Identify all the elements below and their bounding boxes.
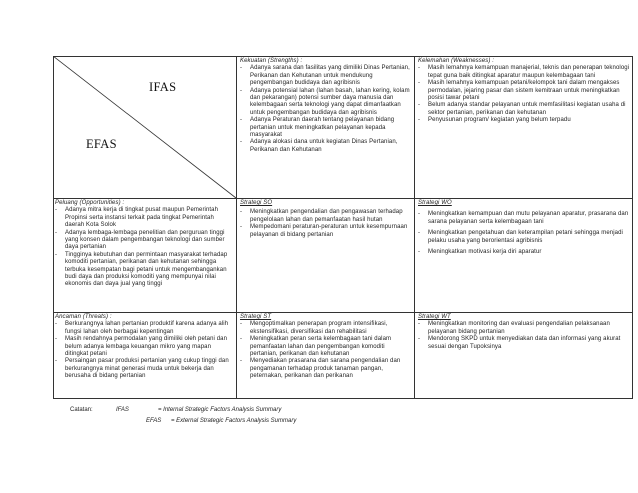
list-item: - Masih lemahnya kemampuan petani/kelompok tani dalam mengakses permodalan, jejaring pasar dan sistem kemitraan untuk meningkatkan posisi tawar petani [418,80,630,102]
list-item: - Meningkatkan pengetahuan dan keterampilan petani sehingga menjadi pelaku usaha yang berorientasi agribisnis [418,230,630,245]
list-item: - Meningkatkan kemampuan dan mutu pelayanan aparatur, prasarana dan sarana pelayanan serta kelembagaan tani [418,211,630,226]
threats-cell [55,314,234,381]
strategy-wo-cell [418,200,630,256]
opportunities-list [55,207,234,288]
list-item: - Meningkatkan peran serta kelembagaan tani dalam pemanfaatan lahan dan pengembangan komoditi pertanian, perikanan dan kehutanan [240,336,410,358]
strategy-wt-title: Strategi WT [418,314,451,320]
weaknesses-title: Kelemahan (Weaknesses) : [418,58,495,64]
opportunities-cell [55,200,234,289]
list-item: - Mengoptimalkan penerapan program intensifikasi, ekstensifikasi, diversifikasi dan rehabilitasi [240,321,410,336]
list-item: - Meningkatkan pengendalian dan pengawasan terhadap pengelolaan lahan dan pemanfaatan hasil hutan [240,209,410,224]
table-col-divider-2 [414,56,415,399]
list-item: - Mempedomani peraturan-peraturan untuk kesempurnaan pelayanan di bidang pertanian [240,224,410,239]
list-item: - Persaingan pasar produksi pertanian yang cukup tinggi dan berkurangnya minat generasi muda untuk bekerja dan berusaha di bidang pertanian [55,358,234,380]
weaknesses-list [418,65,630,124]
strategy-so-cell [240,200,410,239]
strategy-wt-list [418,321,630,351]
strategy-so-title: Strategi SO [240,200,273,206]
table-border-right [632,56,633,399]
corner-diagonal-line [53,56,237,199]
strategy-st-title: Strategi ST [240,314,272,320]
notes-ifas-key: IFAS [116,407,129,413]
list-item: - Tingginya kebutuhan dan permintaan masyarakat terhadap komoditi pertanian, perikanan dan kehutanan sehingga terbuka kesempatan bagi petani untuk mengembangankan budi daya dan produksi komoditi yang mempunyai nilai ekonomis dan daya jual yang tinggi [55,252,234,289]
list-item: - Mendorong SKPD untuk menyediakan data dan informasi yang akurat sesuai dengan Tupoksinya [418,336,630,351]
list-item: - Adanya sarana dan fasilitas yang dimiliki Dinas Pertanian, Perikanan dan Kehutanan untuk mendukung pengembangan budidaya dan agribisnis [240,65,410,87]
threats-title: Ancaman (Threats) : [55,314,112,320]
list-item: - Masih rendahnya permodalan yang dimiliki oleh petani dan belum adanya lembaga keuangan mikro yang mapan ditingkat petani [55,336,234,358]
weaknesses-cell [418,58,630,125]
list-item: - Belum adanya standar pelayanan untuk memfasilitasi kegiatan usaha di sektor pertanian, perikanan dan kehutanan [418,102,630,117]
notes-efas-key: EFAS [146,418,162,424]
list-item: - Menyediakan prasarana dan sarana pengendalian dan pengamanan terhadap produk tanaman pangan, peternakan, perikanan dan perikanan [240,358,410,380]
list-item: - Meningkatkan monitoring dan evaluasi pengendalian pelaksanaan pelayanan bidang pertanian [418,321,630,336]
list-item: - Masih lemahnya kemampuan manajerial, teknis dan penerapan teknologi tepat guna baik ditingkat aparatur maupun kelembagaan tani [418,65,630,80]
strategy-so-list [240,209,410,239]
strengths-title: Kekuatan (Strengths) : [240,58,303,64]
strategy-wt-cell [418,314,630,351]
notes-efas-desc: = External Strategic Factors Analysis Summary [171,418,297,424]
table-border-bottom [53,398,633,399]
notes-ifas-desc: = Internal Strategic Factors Analysis Summary [158,407,282,413]
strengths-cell [240,58,410,154]
strategy-st-cell [240,314,410,381]
opportunities-title: Peluang (Opportunities) : [55,200,125,206]
list-item: - Adanya mitra kerja di tingkat pusat maupun Pemerintah Propinsi serta instansi terkait pada tingkat Pemerintah daerah Kota Solok [55,207,234,229]
threats-list [55,321,234,380]
efas-label: EFAS [86,137,117,151]
strengths-list [240,65,410,154]
list-item: - Adanya lembaga-lembaga penelitian dan perguruan tinggi yang konsen dalam pengembangan teknologi dan sumber daya pertanian [55,230,234,252]
strategy-wo-list [418,211,630,256]
list-item: - Adanya alokasi dana untuk kegiatan Dinas Pertanian, Perikanan dan Kehutanan [240,139,410,154]
list-item: - Penyusunan program/ kegiatan yang belum terpadu [418,117,630,124]
table-row-divider-2 [53,312,633,313]
list-item: - Berkurangnya lahan pertanian produktif karena adanya alih fungsi lahan oleh berbagai kepentingan [55,321,234,336]
list-item: - Meningkatkan motivasi kerja diri aparatur [418,249,630,256]
list-item: - Adanya Peraturan daerah tentang pelayanan bidang pertanian untuk meningkatkan pelayanan kepada masyarakat [240,117,410,139]
notes-label: Catatan: [70,407,93,413]
list-item: - Adanya potensial lahan (lahan basah, lahan kering, kolam dan pekarangan) potensi sumber daya manusia dan kelembagaan serta teknologi yang dapat dimanfaatkan untuk pengembangan budidaya dan agribisnis [240,88,410,118]
ifas-label: IFAS [149,80,177,94]
strategy-st-list [240,321,410,380]
strategy-wo-title: Strategi WO [418,200,452,206]
